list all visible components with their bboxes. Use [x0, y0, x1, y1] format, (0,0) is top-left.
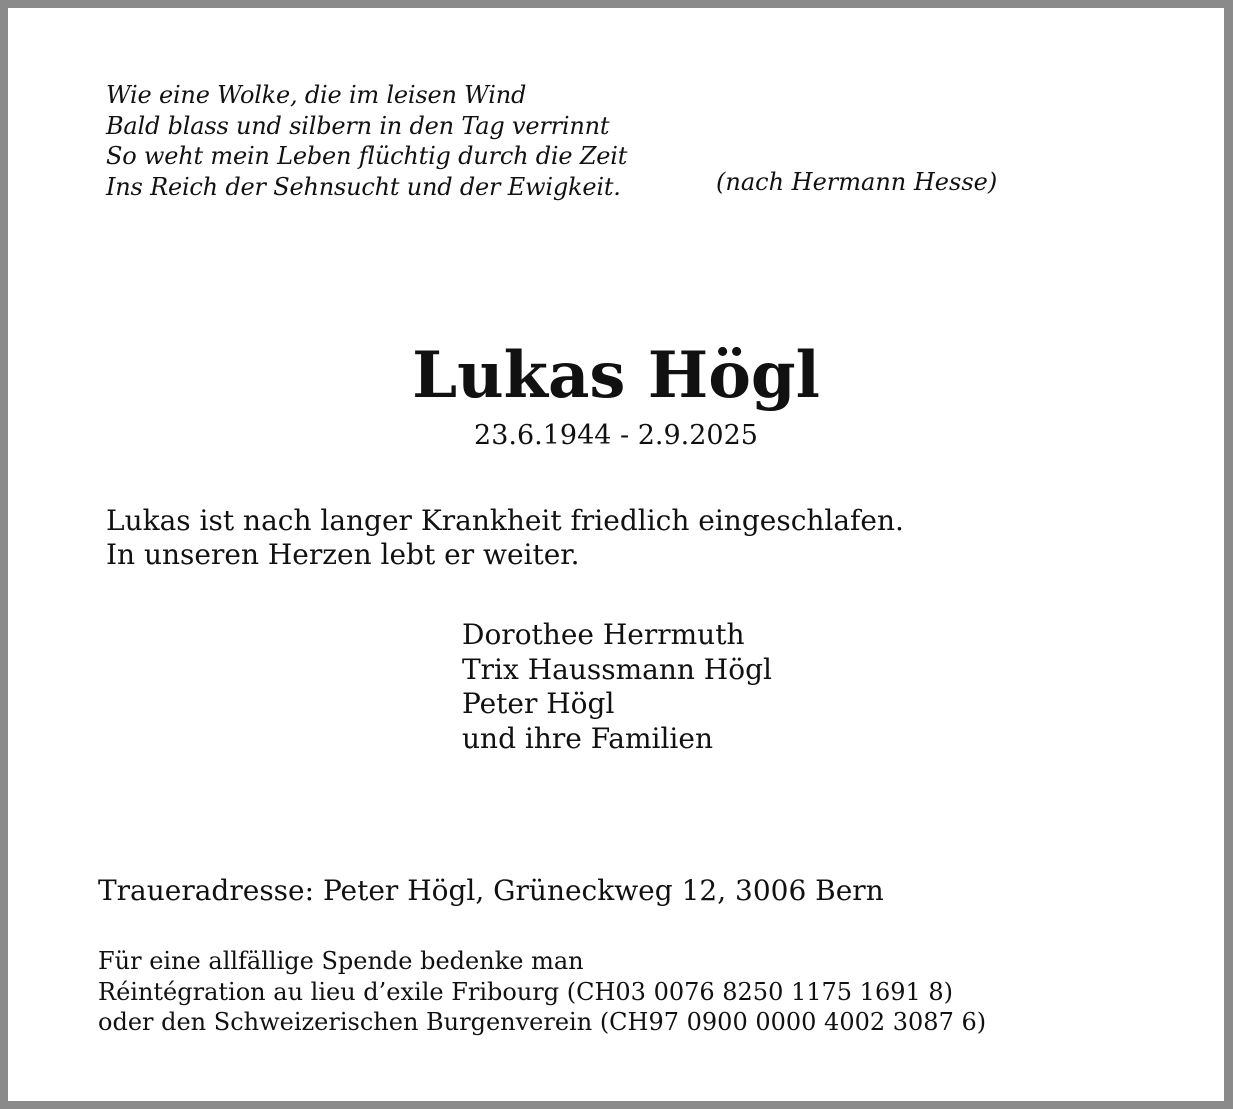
donation-line: oder den Schweizerischen Burgenverein (CH97 0900 0000 4002 3087 6): [98, 1008, 987, 1036]
donation-line: Réintégration au lieu d’exile Fribourg (CH03 0076 8250 1175 1691 8): [98, 977, 954, 1006]
signatories: [462, 618, 772, 756]
poem: [106, 80, 627, 202]
obituary-page: [8, 8, 1224, 1101]
donation-line: Für eine allfällige Spende bedenke man: [98, 947, 584, 975]
mourning-address: Traueradresse: Peter Högl, Grüneckweg 12, 3006 Bern: [98, 874, 884, 907]
signatory: Peter Högl: [462, 687, 615, 720]
life-dates: 23.6.1944 - 2.9.2025: [474, 420, 758, 451]
donation-note: [98, 946, 986, 1038]
poem-line: Bald blass und silbern in den Tag verrinnt: [106, 111, 610, 140]
poem-line: Wie eine Wolke, die im leisen Wind: [106, 81, 527, 109]
poem-line: So weht mein Leben flüchtig durch die Zeit: [106, 142, 628, 170]
signatory: Dorothee Herrmuth: [462, 618, 745, 651]
signatory: und ihre Familien: [462, 721, 713, 755]
signatory: Trix Haussmann Högl: [462, 652, 772, 686]
deceased-name: Lukas Högl: [412, 338, 820, 413]
message-line: Lukas ist nach langer Krankheit friedlich eingeschlafen.: [106, 504, 904, 537]
poem-line: Ins Reich der Sehnsucht und der Ewigkeit.: [106, 172, 621, 201]
message-line: In unseren Herzen lebt er weiter.: [106, 538, 580, 571]
poem-attribution: (nach Hermann Hesse): [716, 168, 998, 196]
obituary-message: [106, 504, 904, 572]
